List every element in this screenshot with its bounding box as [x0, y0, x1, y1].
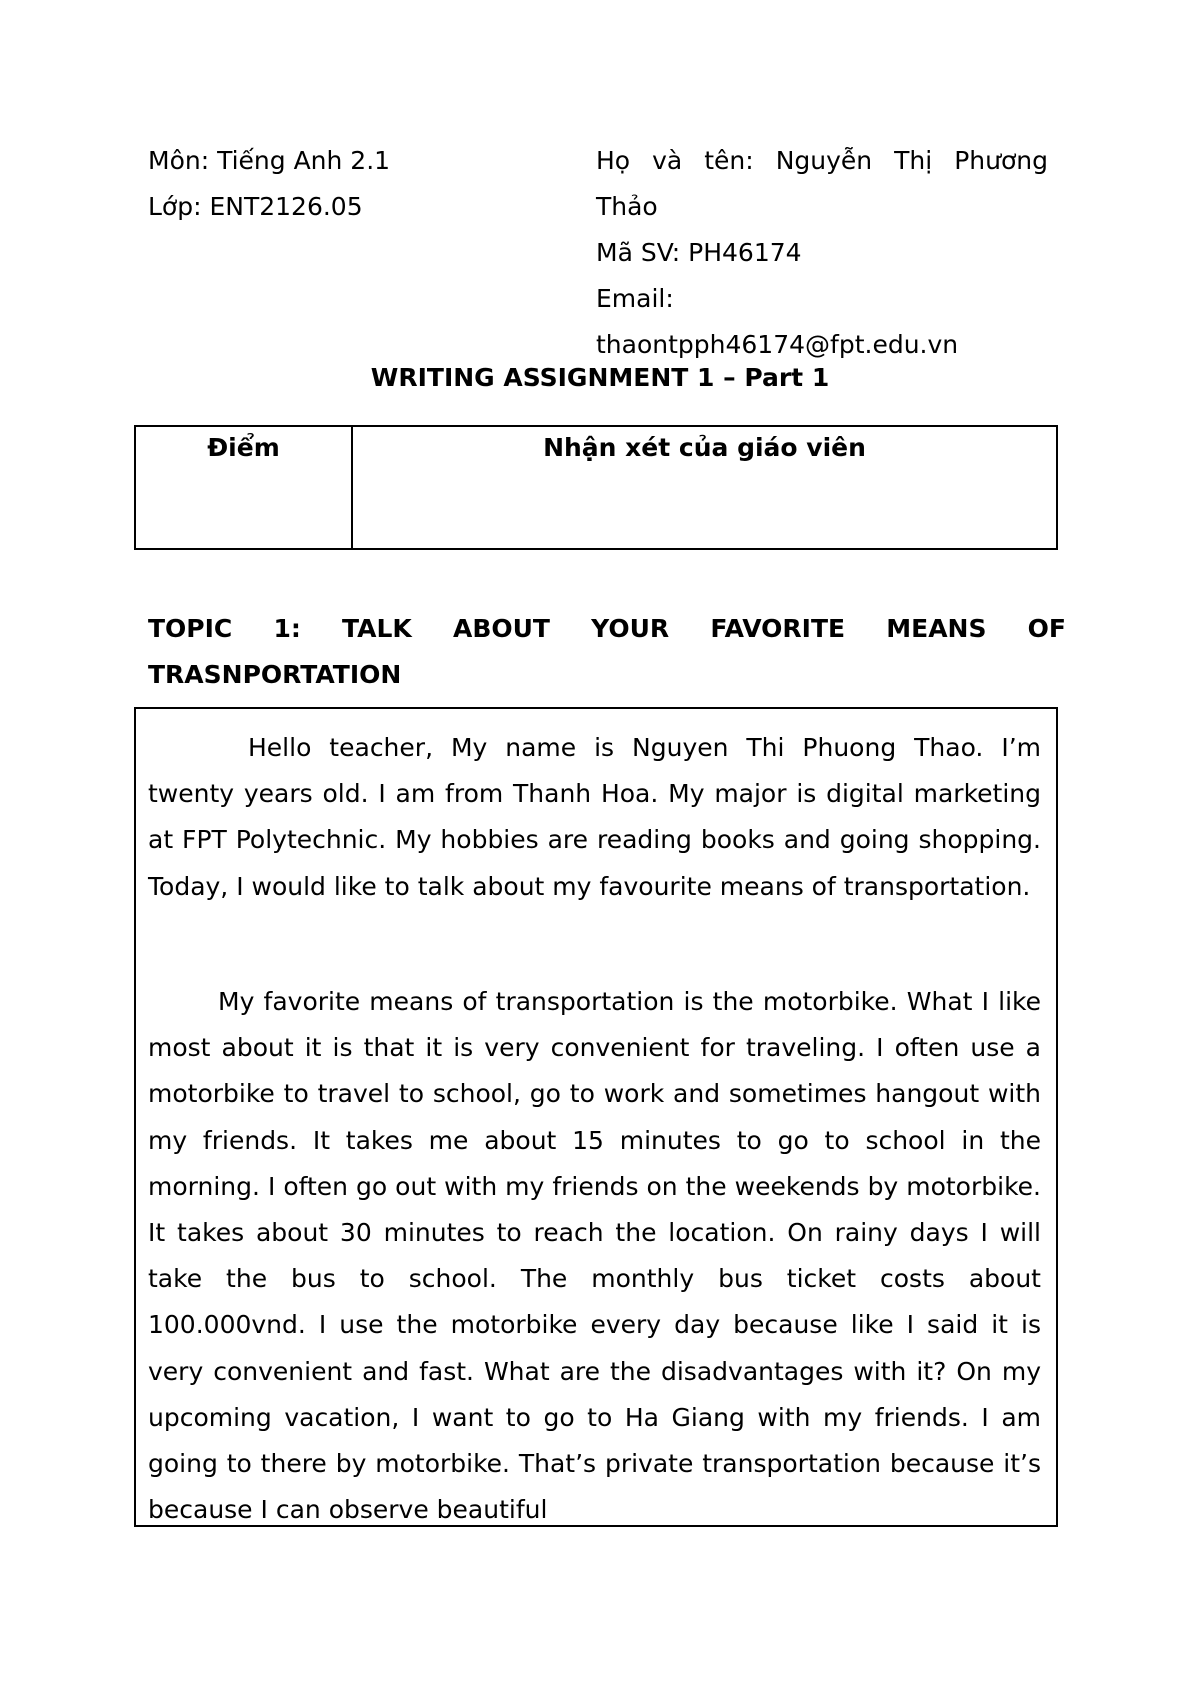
teacher-comment-cell: Nhận xét của giáo viên [352, 426, 1057, 549]
subject-line: Môn: Tiếng Anh 2.1 [148, 146, 391, 175]
essay-paragraph-1: Hello teacher, My name is Nguyen Thi Phuong Thao. I’m twenty years old. I am from Thanh Hoa. My major is digital marketing at FPT Polytechnic. My hobbies are reading books and going shopping. Today, I would like to talk about my favourite means of transportation. [148, 733, 1041, 901]
essay-box [134, 707, 1058, 1527]
topic-line-1: TOPIC 1: TALK ABOUT YOUR FAVORITE MEANS OF [148, 614, 1066, 643]
grade-table [134, 425, 1058, 550]
topic-line-2: TRASNPORTATION [148, 660, 402, 689]
score-cell: Điểm [135, 426, 352, 549]
header-left [148, 138, 390, 230]
email-address: thaontpph46174@fpt.edu.vn [596, 330, 959, 359]
topic-heading [148, 606, 1066, 698]
email-label: Email: [596, 284, 674, 313]
student-name-continued: Thảo [596, 192, 658, 221]
class-line: Lớp: ENT2126.05 [148, 192, 363, 221]
student-name-line: Họ và tên: Nguyễn Thị Phương [596, 146, 1048, 175]
student-id-line: Mã SV: PH46174 [596, 238, 802, 267]
assignment-title: WRITING ASSIGNMENT 1 – Part 1 [370, 363, 830, 392]
essay-paragraph-2: My favorite means of transportation is the motorbike. What I like most about it is that it is very convenient for traveling. I often use a motorbike to travel to school, go to work and sometimes hangout with my friends. It takes me about 15 minutes to go to school in the morning. I often go out with my friends on the weekends by motorbike. It takes about 30 minutes to reach the location. On rainy days I will take the bus to school. The monthly bus ticket costs about 100.000vnd. I use the motorbike every day because like I said it is very convenient and fast. What are the disadvantages with it? On my upcoming vacation, I want to go to Ha Giang with my friends. I am going to there by motorbike. That’s private transportation because it’s because I can observe beautiful [148, 987, 1041, 1525]
header-right [596, 138, 1048, 368]
